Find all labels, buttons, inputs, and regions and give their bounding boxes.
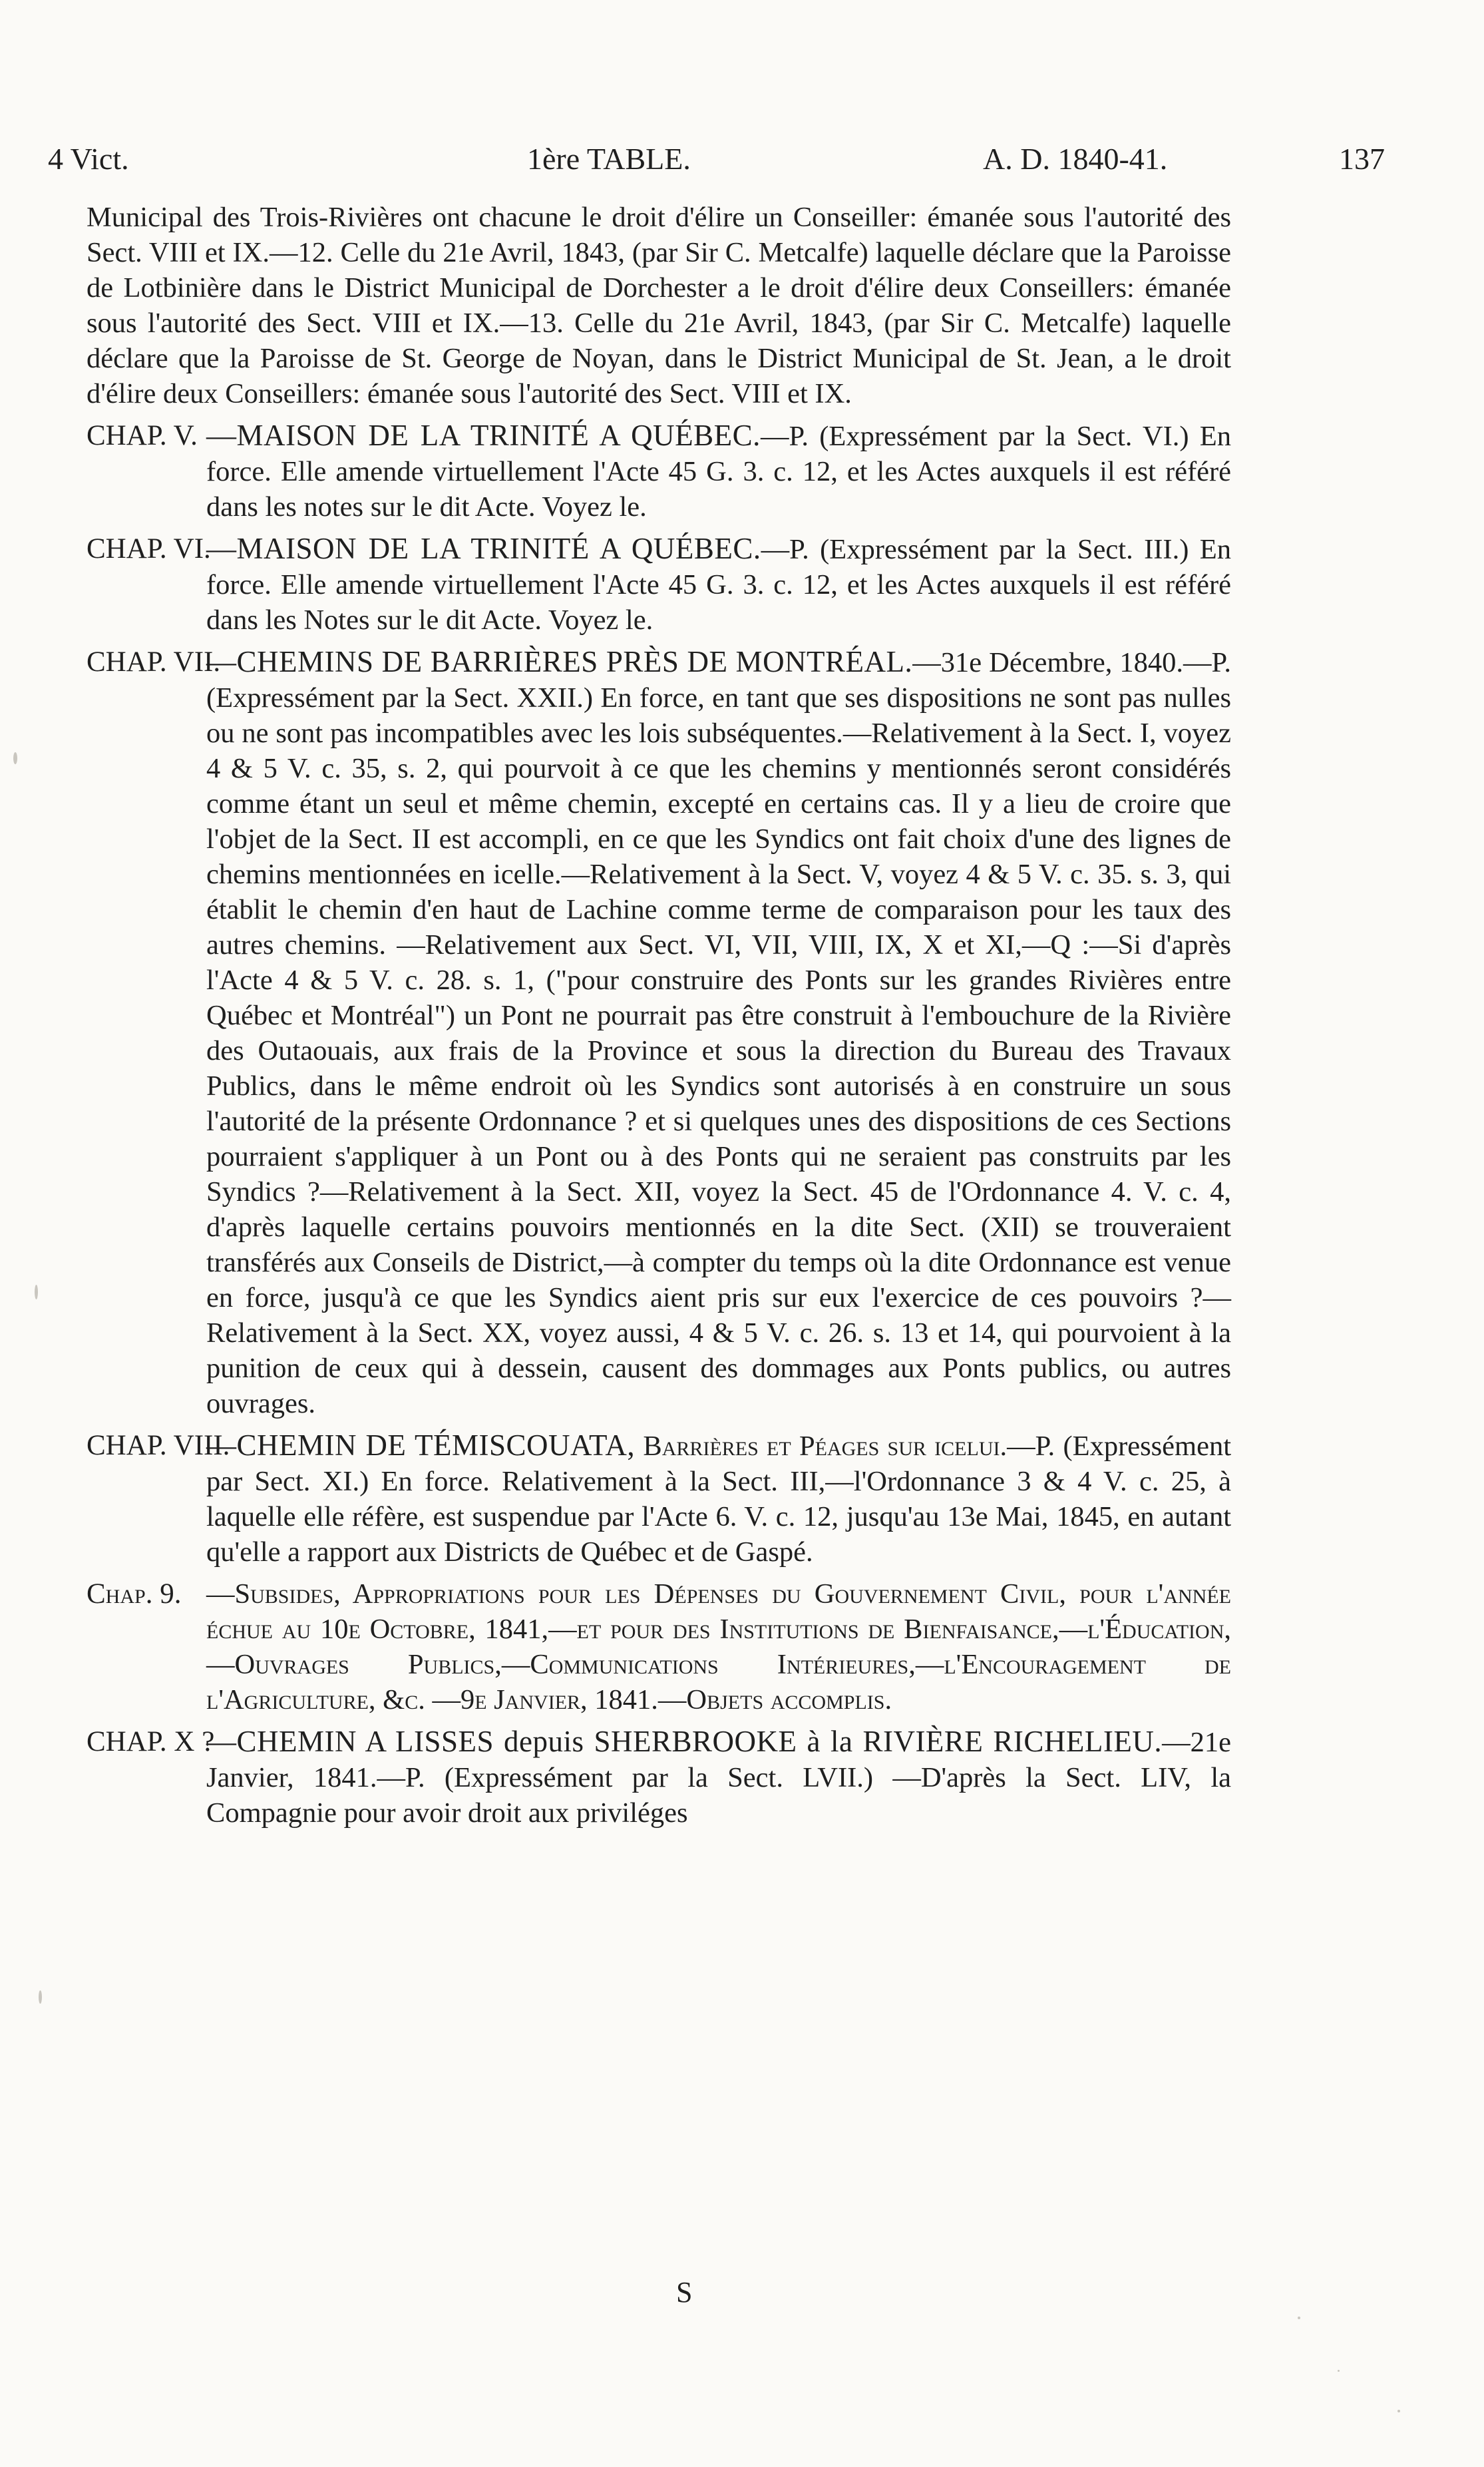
chapter-entry-x — [87, 1724, 1231, 1831]
chapter-notes: —21e Janvier, 1841.—P. (Expressément par la Sect. LVII.) —D'après la Sect. LIV, la Compagnie pour avoir droit aux priviléges — [206, 1727, 1231, 1829]
header-reign: 4 Vict. — [48, 142, 129, 176]
chapter-title: —MAISON DE LA TRINITÉ A QUÉBEC. — [206, 419, 761, 452]
signature-mark: S — [676, 2276, 693, 2309]
chapter-entry-vi — [87, 531, 1231, 638]
header-table-title: 1ère TABLE. — [527, 142, 691, 176]
chapter-title-subtitle: Barrières et Péages sur icelui. — [635, 1431, 1008, 1462]
scan-speck — [35, 1285, 38, 1299]
scan-speck — [39, 1990, 42, 2004]
scan-speck — [1298, 2317, 1300, 2319]
scan-speck — [13, 752, 17, 764]
scan-speck — [1338, 2370, 1340, 2372]
chapter-title: —CHEMINS DE BARRIÈRES PRÈS DE MONTRÉAL. — [206, 645, 913, 678]
chapter-title: —CHEMIN DE TÉMISCOUATA, — [206, 1429, 636, 1462]
chapter-title: —MAISON DE LA TRINITÉ A QUÉBEC. — [206, 532, 761, 565]
chapter-entry-9 — [87, 1576, 1231, 1717]
chapter-title: —CHEMIN A LISSES depuis SHERBROOKE à la RIVIÈRE RICHELIEU. — [206, 1725, 1163, 1758]
chapter-notes: —P. (Expressément par Sect. XI.) En force. Relativement à la Sect. III,—l'Ordonnance 3 & 4 V. c. 25, à laquelle elle réfère, est suspendue par l'Acte 6. V. c. 12, jusqu'au 13e Mai, 1845, en autant qu'elle a rapport aux Districts de Québec et de Gaspé. — [206, 1431, 1232, 1568]
continued-paragraph: Municipal des Trois-Rivières ont chacune le droit d'élire un Conseiller: émanée sous l'autorité des Sect. VIII et IX.—12. Celle du 21e Avril, 1843, (par Sir C. Metcalfe) laquelle déclare que la Paroisse de Lotbinière dans le District Municipal de Dorchester a le droit d'élire deux Conseillers: émanée sous l'autorité des Sect. VIII et IX.—13. Celle du 21e Avril, 1843, (par Sir C. Metcalfe) laquelle déclare que la Paroisse de St. George de Noyan, dans le District Municipal de St. Jean, a le droit d'élire deux Conseillers: émanée sous l'autorité des Sect. VIII et IX. — [87, 202, 1231, 409]
page-number: 137 — [1339, 142, 1385, 176]
chapter-entry-v — [87, 418, 1231, 525]
body-text — [87, 200, 1231, 1831]
chapter-notes: —P. (Expressément par la Sect. VI.) En force. Elle amende virtuellement l'Acte 45 G. 3. c. 12, et les Actes auxquels il est référé dans les notes sur le dit Acte. Voyez le. — [206, 421, 1232, 523]
chapter-notes: —Subsides, Appropriations pour les Dépenses du Gouvernement Civil, pour l'année échue au 10e Octobre, 1841,—et pour des Institutions de Bienfaisance,—l'Éducation,—Ouvrages Publics,—Communications Intérieures,—l'Encouragement de l'Agriculture, &c. —9e Janvier, 1841.—Objets accomplis. — [206, 1578, 1231, 1715]
chapter-notes: —31e Décembre, 1840.—P. (Expressément par la Sect. XXII.) En force, en tant que ses dispositions ne sont pas nulles ou ne sont pas incompatibles avec les lois subséquentes.—Relativement à la Sect. I, voyez 4 & 5 V. c. 35, s. 2, qui pourvoit à ce que les chemins y mentionnés seront considérés comme étant un seul et même chemin, excepté en certains cas. Il y a lieu de croire que l'objet de la Sect. II est accompli, en ce que les Syndics ont fait choix d'une des lignes de chemins mentionnées en icelle.—Relativement à la Sect. V, voyez 4 & 5 V. c. 35. s. 3, qui établit le chemin d'en haut de Lachine comme terme de comparaison pour les taux des autres chemins. —Relativement aux Sect. VI, VII, VIII, IX, X et XI,—Q :—Si d'après l'Acte 4 & 5 V. c. 28. s. 1, ("pour construire des Ponts sur les grandes Rivières entre Québec et Montréal") un Pont ne pourrait pas être construit à l'embouchure de la Rivière des Outaouais, aux frais de la Province et sous la direction du Bureau des Travaux Publics, dans le même endroit où les Syndics sont autorisés à en construire un sous l'autorité de la présente Ordonnance ? et si quelques unes des dispositions de ces Sections pourraient s'appliquer à un Pont ou à des Ponts qui ne seraient pas construits par les Syndics ?—Relativement à la Sect. XII, voyez la Sect. 45 de l'Ordonnance 4. V. c. 4, d'après laquelle certains pouvoirs mentionnés en la dite Sect. (XII) se trouveraient transférés aux Conseils de District,—à compter du temps où la dite Ordonnance est venue en force, jusqu'à ce que les Syndics aient pris sur eux l'exercice de ces pouvoirs ?—Relativement à la Sect. XX, voyez aussi, 4 & 5 V. c. 26. s. 13 et 14, qui pourvoient à la punition de ceux qui à dessein, causent des dommages aux Ponts publics, ou autres ouvrages. — [206, 647, 1232, 1419]
chapter-number: CHAP. V. — [87, 420, 198, 451]
chapter-number: CHAP. VI. — [87, 533, 211, 564]
chapter-number: CHAP. VII. — [87, 646, 221, 678]
header-year: A. D. 1840-41. — [983, 142, 1168, 176]
running-header — [48, 141, 1419, 188]
scan-speck — [1397, 2410, 1400, 2412]
chapter-entry-viii — [87, 1428, 1231, 1570]
chapter-number: CHAP. X ? — [87, 1726, 215, 1757]
chapter-notes: —P. (Expressément par la Sect. III.) En force. Elle amende virtuellement l'Acte 45 G. 3. c. 12, et les Actes auxquels il est référé dans les Notes sur le dit Acte. Voyez le. — [206, 534, 1231, 636]
chapter-number: CHAP. VIII. — [87, 1430, 230, 1461]
chapter-entry-vii — [87, 644, 1231, 1421]
chapter-number: Chap. 9. — [87, 1578, 182, 1610]
